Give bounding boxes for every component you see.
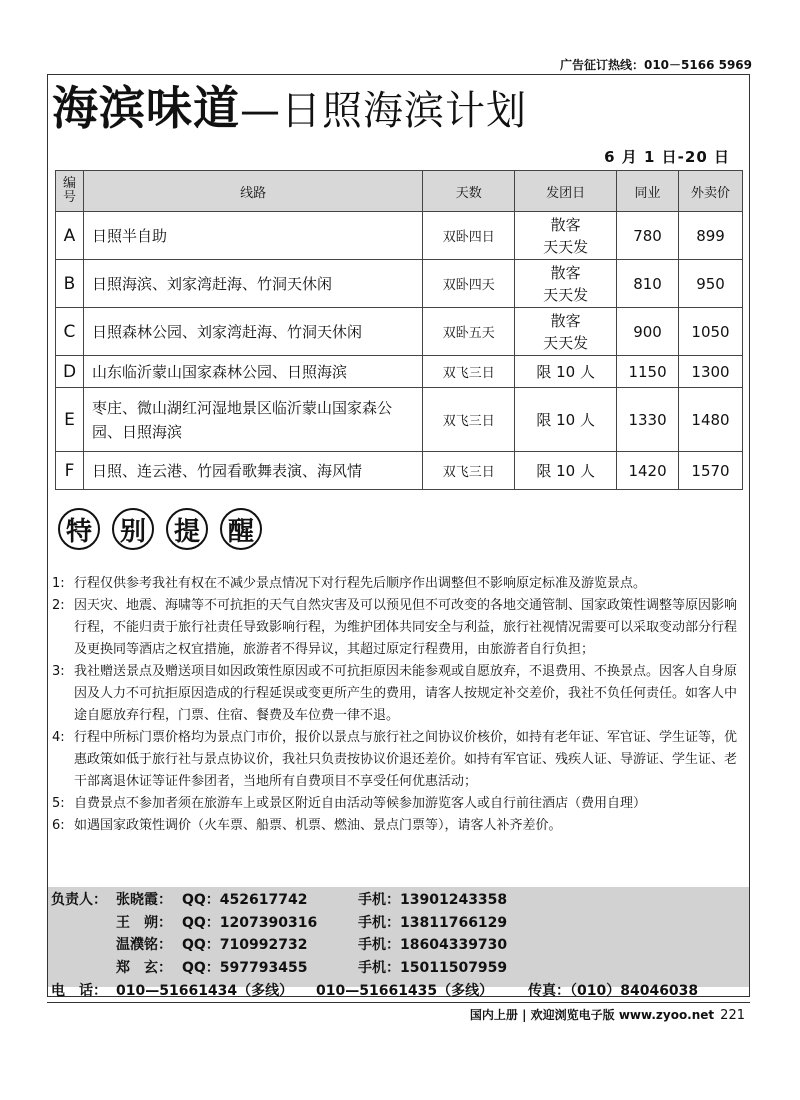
note-number: 4:: [52, 730, 65, 745]
phone-number-1: 010—51661434（多线）: [116, 983, 294, 999]
phone-number-2: 010—51661435（多线）: [316, 983, 494, 999]
page-number: 221: [720, 1008, 745, 1023]
table-row: [56, 260, 743, 308]
title-sub: —日照海滨计划: [240, 88, 527, 134]
note-text: 行程中所标门票价格均为景点门市价，报价以景点与旅行社之间协议价核价，如持有老年证、军官证、学生证等，优惠政策如低于旅行社与景点协议价，我社只负责按协议价退还差价。如持有军官证、残疾人证、导游证、学生证、老干部离退休证等证件参团者，当地所有自费项目不享受任何优惠活动；: [74, 730, 738, 789]
row-days: 双飞三日: [423, 356, 515, 388]
row-departure: 限 10 人: [515, 356, 617, 388]
note-text: 自费景点不参加者须在旅游车上或景区附近自由活动等候参加游览客人或自行前往酒店（费用自理）: [74, 796, 647, 811]
page-title: [52, 78, 527, 141]
note-item: [52, 793, 747, 815]
table-header-row: [56, 171, 743, 212]
header-retail: 外卖价: [679, 171, 743, 212]
table-row: [56, 212, 743, 260]
row-retail-price: 950: [679, 260, 743, 308]
row-departure: 散客 天天发: [515, 212, 617, 260]
row-peer-price: 900: [617, 308, 679, 356]
row-days: 双飞三日: [423, 452, 515, 490]
note-number: 2:: [52, 598, 65, 613]
contact-mobile: 手机：18604339730: [358, 937, 508, 953]
footer-text: 国内上册 | 欢迎浏览电子版 www.zyoo.net: [469, 1008, 715, 1022]
row-peer-price: 780: [617, 212, 679, 260]
row-route: 山东临沂蒙山国家森林公园、日照海滨: [83, 356, 422, 388]
reminder-char: 提: [166, 508, 208, 550]
row-retail-price: 1480: [679, 388, 743, 452]
contact-name: 王 朔：: [116, 915, 172, 931]
table-row: [56, 452, 743, 490]
header-days: 天数: [423, 171, 515, 212]
row-retail-price: 1050: [679, 308, 743, 356]
header-route: 线路: [83, 171, 422, 212]
contact-name: 张晓霞：: [116, 892, 172, 908]
row-code: A: [56, 212, 84, 260]
note-number: 3:: [52, 664, 65, 679]
contact-mobile: 手机：13901243358: [358, 892, 508, 908]
row-departure: 限 10 人: [515, 388, 617, 452]
row-route: 日照、连云港、竹园看歌舞表演、海风情: [83, 452, 422, 490]
notes-list: [52, 573, 747, 837]
row-days: 双飞三日: [423, 388, 515, 452]
note-number: 5:: [52, 796, 65, 811]
reminder-char: 特: [58, 508, 100, 550]
row-peer-price: 1420: [617, 452, 679, 490]
row-peer-price: 1330: [617, 388, 679, 452]
row-departure: 散客 天天发: [515, 308, 617, 356]
row-code: E: [56, 388, 84, 452]
row-retail-price: 899: [679, 212, 743, 260]
note-text: 因天灾、地震、海啸等不可抗拒的天气自然灾害及可以预见但不可改变的各地交通管制、国家政策性调整等原因影响行程，不能归责于旅行社责任导致影响行程，为维护团体共同安全与利益，旅行社视情况需要可以采取变动部分行程及更换同等酒店之权宜措施，旅游者不得异议，其超过原定行程费用，由旅游者自行负担；: [74, 598, 738, 657]
note-text: 行程仅供参考我社有权在不减少景点情况下对行程先后顺序作出调整但不影响原定标准及游览景点。: [74, 576, 647, 591]
reminder-char: 别: [112, 508, 154, 550]
row-route: 枣庄、微山湖红河湿地景区临沂蒙山国家森公园、日照海滨: [83, 388, 422, 452]
footer-divider: [47, 1002, 750, 1003]
row-code: F: [56, 452, 84, 490]
ad-hotline: 广告征订热线：010－5166 5969: [559, 58, 752, 72]
note-item: [52, 815, 747, 837]
contact-qq: QQ：597793455: [182, 960, 308, 976]
contact-box: [48, 887, 749, 987]
row-peer-price: 1150: [617, 356, 679, 388]
special-reminder-heading: [58, 508, 262, 550]
row-days: 双卧四天: [423, 260, 515, 308]
note-text: 我社赠送景点及赠送项目如因政策性原因或不可抗拒原因未能参观或自愿放弃，不退费用、不换景点。因客人自身原因及人力不可抗拒原因造成的行程延误或变更所产生的费用，请客人按规定补交差价，我社不负任何责任。如客人中途自愿放弃行程，门票、住宿、餐费及车位费一律不退。: [74, 664, 738, 723]
header-peer: 同业: [617, 171, 679, 212]
note-item: [52, 595, 747, 661]
row-code: D: [56, 356, 84, 388]
note-item: [52, 661, 747, 727]
row-departure: 限 10 人: [515, 452, 617, 490]
note-number: 1:: [52, 576, 65, 591]
contact-qq: QQ：452617742: [182, 892, 308, 908]
table-row: [56, 388, 743, 452]
table-row: [56, 308, 743, 356]
note-number: 6:: [52, 818, 65, 833]
fax-number: 传真：（010）84046038: [528, 983, 699, 999]
row-peer-price: 810: [617, 260, 679, 308]
table-row: [56, 356, 743, 388]
row-route: 日照森林公园、刘家湾赶海、竹洞天休闲: [83, 308, 422, 356]
row-retail-price: 1570: [679, 452, 743, 490]
row-code: B: [56, 260, 84, 308]
contact-name: 郑 玄：: [116, 960, 172, 976]
note-item: [52, 573, 747, 595]
contact-label: 负责人：: [51, 892, 107, 908]
header-departure: 发团日: [515, 171, 617, 212]
contact-name: 温濮铭：: [116, 937, 172, 953]
contact-qq: QQ：710992732: [182, 937, 308, 953]
row-route: 日照海滨、刘家湾赶海、竹洞天休闲: [83, 260, 422, 308]
note-item: [52, 727, 747, 793]
row-code: C: [56, 308, 84, 356]
phone-row: [48, 980, 749, 1002]
row-route: 日照半自助: [83, 212, 422, 260]
header-code: 编号: [56, 171, 84, 212]
contact-mobile: 手机：15011507959: [358, 960, 508, 976]
routes-table: [55, 170, 743, 490]
row-days: 双卧四日: [423, 212, 515, 260]
contact-qq: QQ：1207390316: [182, 915, 318, 931]
page-footer: [470, 1006, 745, 1023]
note-text: 如遇国家政策性调价（火车票、船票、机票、燃油、景点门票等），请客人补齐差价。: [74, 818, 562, 833]
row-departure: 散客 天天发: [515, 260, 617, 308]
row-days: 双卧五天: [423, 308, 515, 356]
date-range: 6 月 1 日-20 日: [604, 148, 730, 166]
row-retail-price: 1300: [679, 356, 743, 388]
title-main: 海滨味道: [52, 81, 240, 135]
reminder-char: 醒: [220, 508, 262, 550]
contact-mobile: 手机：13811766129: [358, 915, 508, 931]
phone-label: 电 话：: [51, 983, 107, 999]
